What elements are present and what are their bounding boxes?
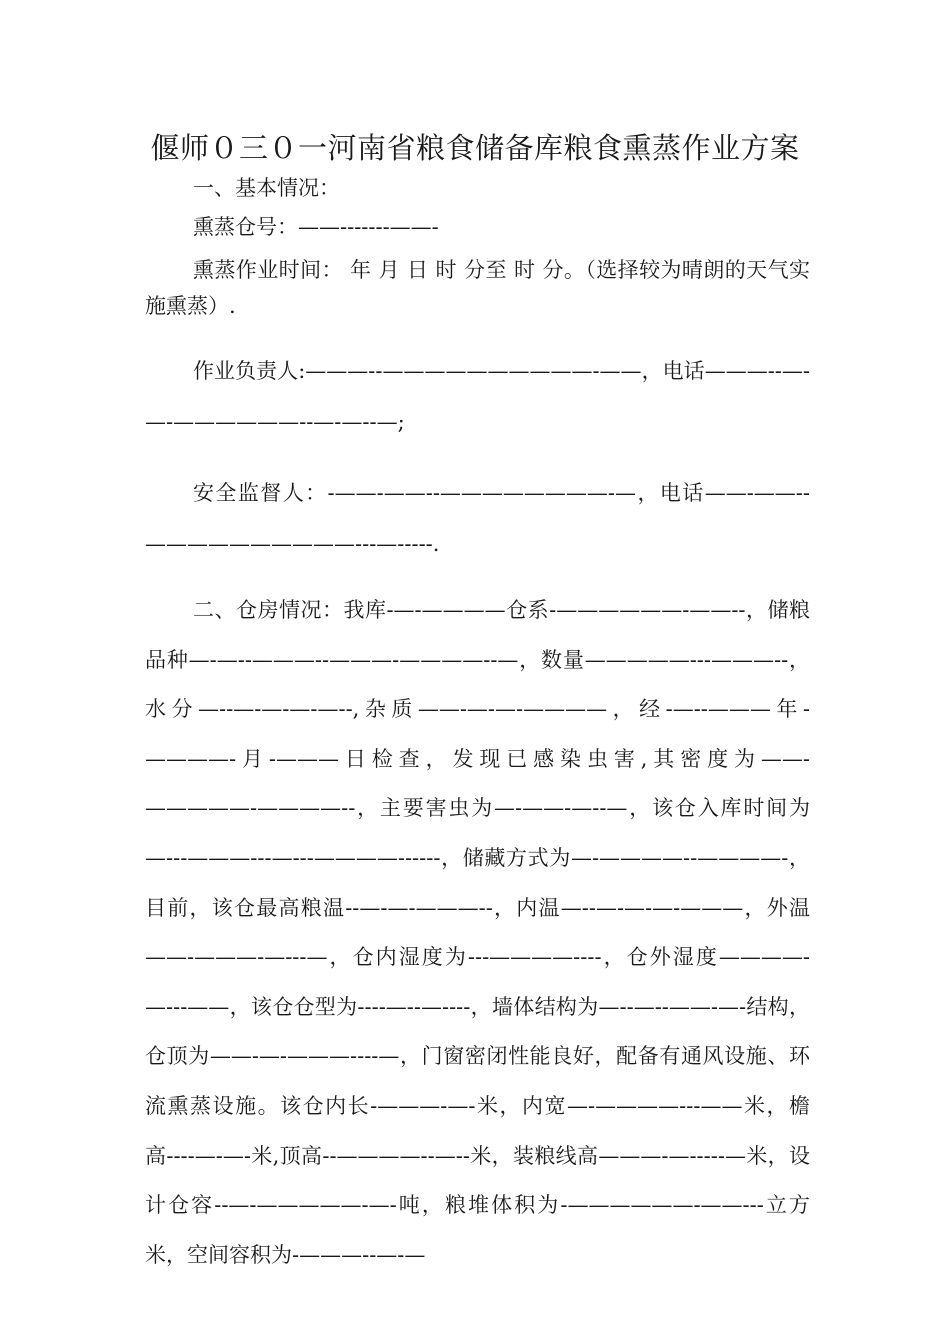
section-warehouse-info: 二、仓房情况：我库-—-————仓系-——————-——--，储粮品种—-—--———--———-————--—，数量—————---———--，水分—--—-—-—-—--,杂质——-—-—-————，经-—--———年-————-月-———日检查，发现已感染虫害,其密度为——-—————-————--，主要害虫为—-——-—--—，该仓入库时间为—---———---—---————------，储藏方式为—-————--————-，目前，该仓最高粮温--—-—-———--，内温—--—-—-—-———，外温——-———-—---—，仓内湿度为---————----，仓外湿度————-—---——，该仓仓型为----—--—----，墙体结构为—--—--——-—-结构，仓顶为——-—-———----—，门窗密闭性能良好，配备有通风设施、环流熏蒸设施。该仓内长-———-—-米，内宽—-————---——米，檐高----—-—-米,顶高--————--—--米，装粮线高———-—-----—米，设计仓容--—-—————-—-吨，粮堆体积为-——————-——---立方米，空间容积为-———--—-— bbox=[145, 598, 810, 1267]
document-body bbox=[145, 170, 810, 1280]
operation-manager: 作业负责人:———--——————————-——，电话———--—-—-——————--—-—--—; bbox=[145, 359, 810, 434]
section-heading-basic-info: 一、基本情况： bbox=[193, 176, 340, 200]
fumigation-operation-time: 熏蒸作业时间： 年 月 日 时 分至 时 分。（选择较为晴朗的天气实施熏蒸）. bbox=[145, 258, 810, 318]
document-title: 偃师０三０一河南省粮食储备库粮食熏蒸作业方案 bbox=[150, 131, 800, 165]
safety-supervisor: 安全监督人：-——-——--————————-—，电话——-——--——————————---—-----. bbox=[145, 481, 810, 556]
fumigation-warehouse-number: 熏蒸仓号：——-------——- bbox=[193, 215, 439, 239]
